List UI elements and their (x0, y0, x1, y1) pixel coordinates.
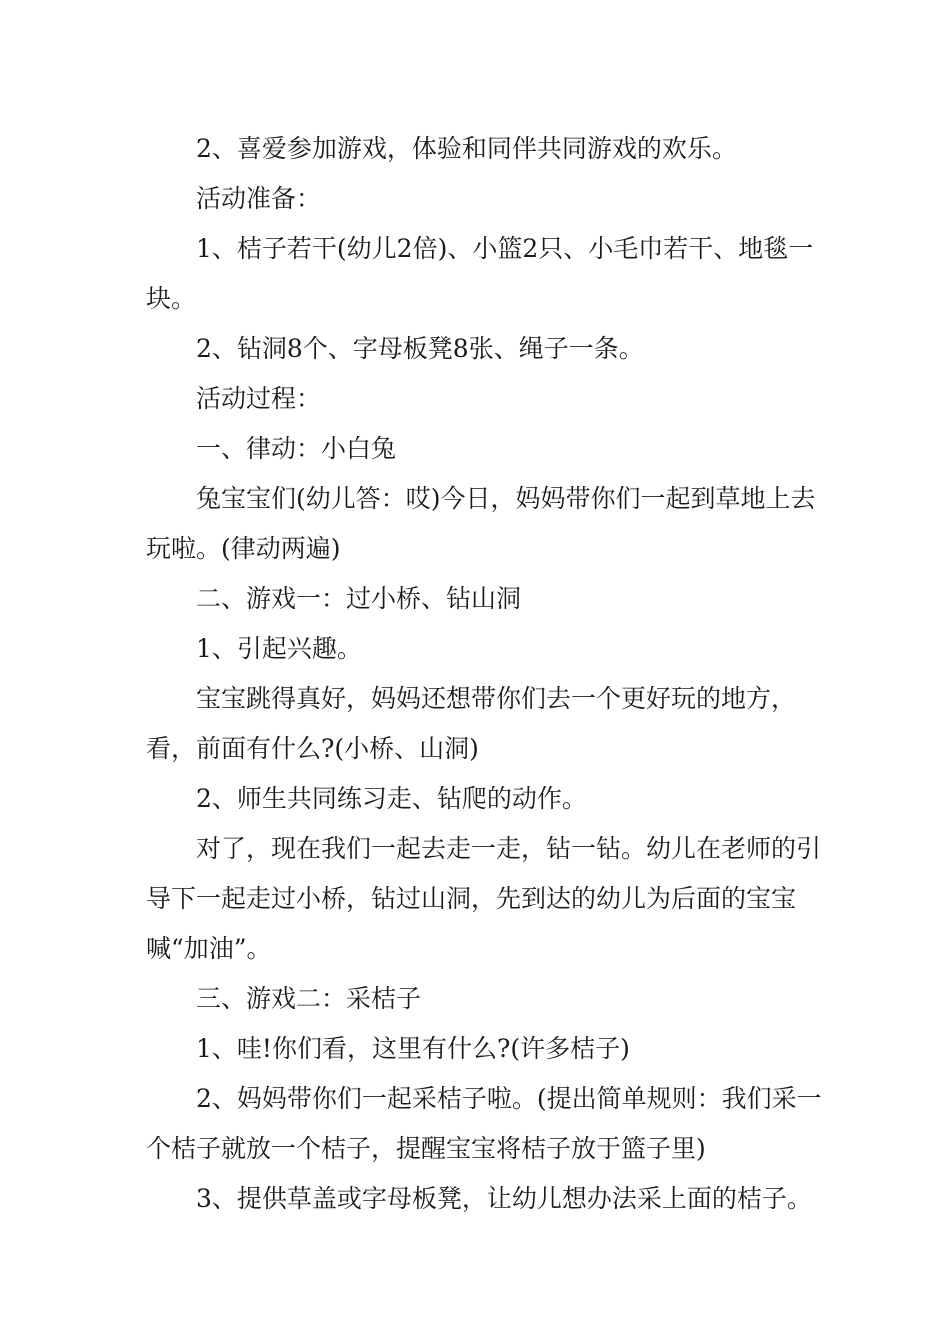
paragraph: 1、桔子若干(幼儿2倍)、小篮2只、小毛巾若干、地毯一块。 (146, 234, 814, 313)
section-heading: 活动过程： (196, 384, 322, 413)
section-heading: 活动准备： (196, 184, 322, 213)
section-heading: 一、律动：小白兔 (196, 434, 397, 463)
paragraph: 兔宝宝们(幼儿答：哎)今日，妈妈带你们一起到草地上去玩啦。(律动两遍) (146, 484, 816, 563)
paragraph: 2、喜爱参加游戏，体验和同伴共同游戏的欢乐。 (196, 134, 737, 163)
section-heading: 二、游戏一：过小桥、钻山洞 (196, 584, 522, 613)
paragraph: 2、钻洞8个、字母板凳8张、绳子一条。 (196, 334, 644, 363)
paragraph: 1、哇!你们看，这里有什么?(许多桔子) (196, 1034, 630, 1063)
paragraph: 1、引起兴趣。 (196, 634, 362, 663)
paragraph: 3、提供草盖或字母板凳，让幼儿想办法采上面的桔子。 (196, 1184, 812, 1213)
paragraph: 宝宝跳得真好，妈妈还想带你们去一个更好玩的地方，看，前面有什么?(小桥、山洞) (146, 684, 797, 763)
paragraph: 2、妈妈带你们一起采桔子啦。(提出简单规则：我们采一个桔子就放一个桔子，提醒宝宝将桔子放于篮子里) (146, 1084, 822, 1163)
paragraph: 2、师生共同练习走、钻爬的动作。 (196, 784, 587, 813)
document-body (146, 124, 836, 1224)
section-heading: 三、游戏二：采桔子 (196, 984, 422, 1013)
paragraph: 对了，现在我们一起去走一走，钻一钻。幼儿在老师的引导下一起走过小桥，钻过山洞，先到达的幼儿为后面的宝宝喊“加油”。 (146, 834, 822, 963)
